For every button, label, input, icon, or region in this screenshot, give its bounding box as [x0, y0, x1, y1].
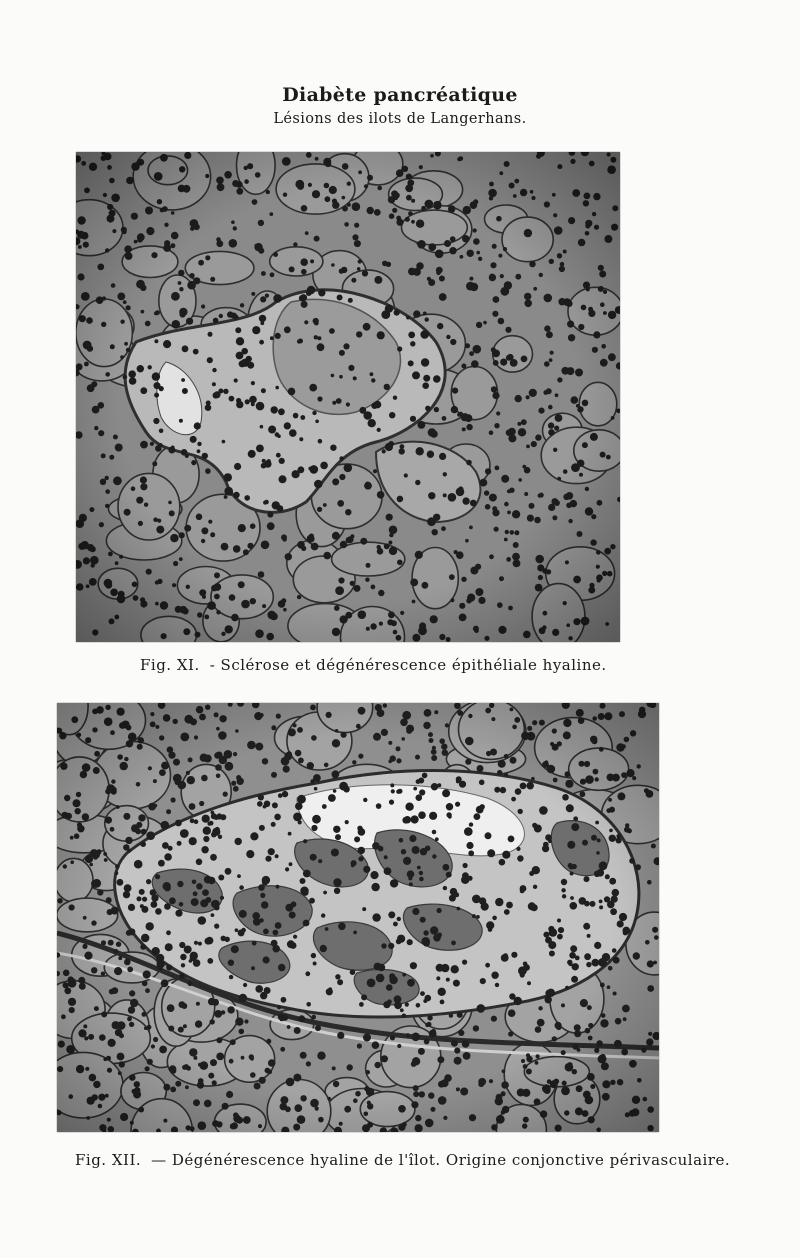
- page-title: Diabète pancréatique: [282, 84, 518, 106]
- figure-xi-caption: [140, 656, 607, 674]
- figure-xi-caption-text: - Sclérose et dégénérescence épithéliale hyaline.: [209, 656, 607, 674]
- figure-xii-caption: [75, 1151, 730, 1169]
- figure-xi-micrograph: [76, 152, 620, 642]
- figure-xi-label: Fig. XI.: [140, 656, 200, 674]
- page-subtitle: Lésions des ilots de Langerhans.: [273, 111, 527, 127]
- figure-xii-caption-text: — Dégénérescence hyaline de l'îlot. Origine conjonctive périvasculaire.: [151, 1151, 731, 1169]
- figure-xii-label: Fig. XII.: [75, 1151, 142, 1169]
- figure-xii-micrograph: [57, 703, 659, 1132]
